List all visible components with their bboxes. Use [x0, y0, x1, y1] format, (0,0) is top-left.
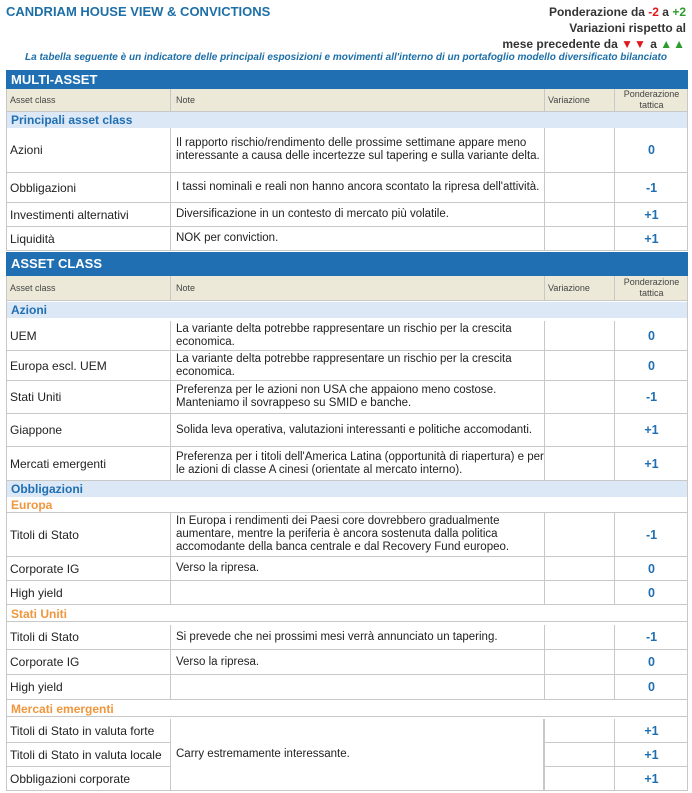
table-row: Giappone Solida leva operativa, valutazioni interessanti e politiche accomodanti. +1: [6, 414, 688, 447]
table-row: High yield 0: [6, 675, 688, 700]
table-row: Mercati emergenti Preferenza per i titoli dell'America Latina (opportunità di riapertura) e per le azioni di classe A cinesi (orientate al mercato interno). +1: [6, 447, 688, 481]
section-asset-class: ASSET CLASS: [6, 252, 688, 276]
table-row: Investimenti alternativi Diversificazione in un contesto di mercato più volatile. +1: [6, 203, 688, 227]
intro-text: La tabella seguente è un indicatore delle principali esposizioni e movimenti all'interno di un portafoglio modello diversificato bilanciato: [25, 52, 667, 63]
table-row: UEM La variante delta potrebbe rappresentare un rischio per la crescita economica. 0: [6, 321, 688, 351]
table-row: Titoli di Stato in valuta forte +1: [6, 719, 688, 743]
page-title: CANDRIAM HOUSE VIEW & CONVICTIONS: [6, 4, 271, 19]
table-row: High yield 0: [6, 581, 688, 605]
down-arrows-icon: ▼▼: [621, 37, 647, 51]
group-principali: Principali asset class: [6, 112, 688, 128]
subgroup-europa: Europa: [6, 497, 688, 513]
table-row: Titoli di Stato Si prevede che nei prossimi mesi verrà annunciato un tapering. -1: [6, 625, 688, 650]
em-merged-note: Carry estremamente interessante.: [170, 719, 544, 791]
subgroup-mercati-emergenti: Mercati emergenti: [6, 701, 688, 717]
section-multi-asset: MULTI-ASSET: [6, 70, 688, 89]
table-row: Europa escl. UEM La variante delta potrebbe rappresentare un rischio per la crescita economica. 0: [6, 351, 688, 381]
weight-legend: Ponderazione da -2 a +2 Variazioni rispetto al mese precedente da ▼▼ a ▲▲: [502, 5, 686, 51]
group-obbligazioni: Obbligazioni: [6, 481, 688, 497]
table-row: Corporate IG Verso la ripresa. 0: [6, 557, 688, 581]
table-row: Stati Uniti Preferenza per le azioni non USA che appaiono meno costose. Manteniamo il sovrappeso su SMID e banche. -1: [6, 381, 688, 414]
table-row: Obbligazioni I tassi nominali e reali non hanno ancora scontato la ripresa dell'attività. -1: [6, 173, 688, 203]
table-row: Obbligazioni corporate +1: [6, 767, 688, 791]
table-row: Titoli di Stato In Europa i rendimenti dei Paesi core dovrebbero gradualmente aumentare, mentre la periferia è ancora sostenuta dalla politica accomodante della banca centrale e dal Recovery Fund europeo. -1: [6, 513, 688, 557]
table-row: Azioni Il rapporto rischio/rendimento delle prossime settimane appare meno interessante a causa delle incertezze sul tapering e sulla variante delta. 0: [6, 128, 688, 173]
table-row: Titoli di Stato in valuta locale +1: [6, 743, 688, 767]
table-header: Asset class Note Variazione Ponderazione tattica: [6, 276, 688, 301]
table-row: Liquidità NOK per conviction. +1: [6, 227, 688, 251]
subgroup-stati-uniti: Stati Uniti: [6, 606, 688, 622]
table-header: Asset class Note Variazione Ponderazione tattica: [6, 89, 688, 112]
group-azioni: Azioni: [6, 302, 688, 318]
up-arrows-icon: ▲▲: [660, 37, 686, 51]
table-row: Corporate IG Verso la ripresa. 0: [6, 650, 688, 675]
